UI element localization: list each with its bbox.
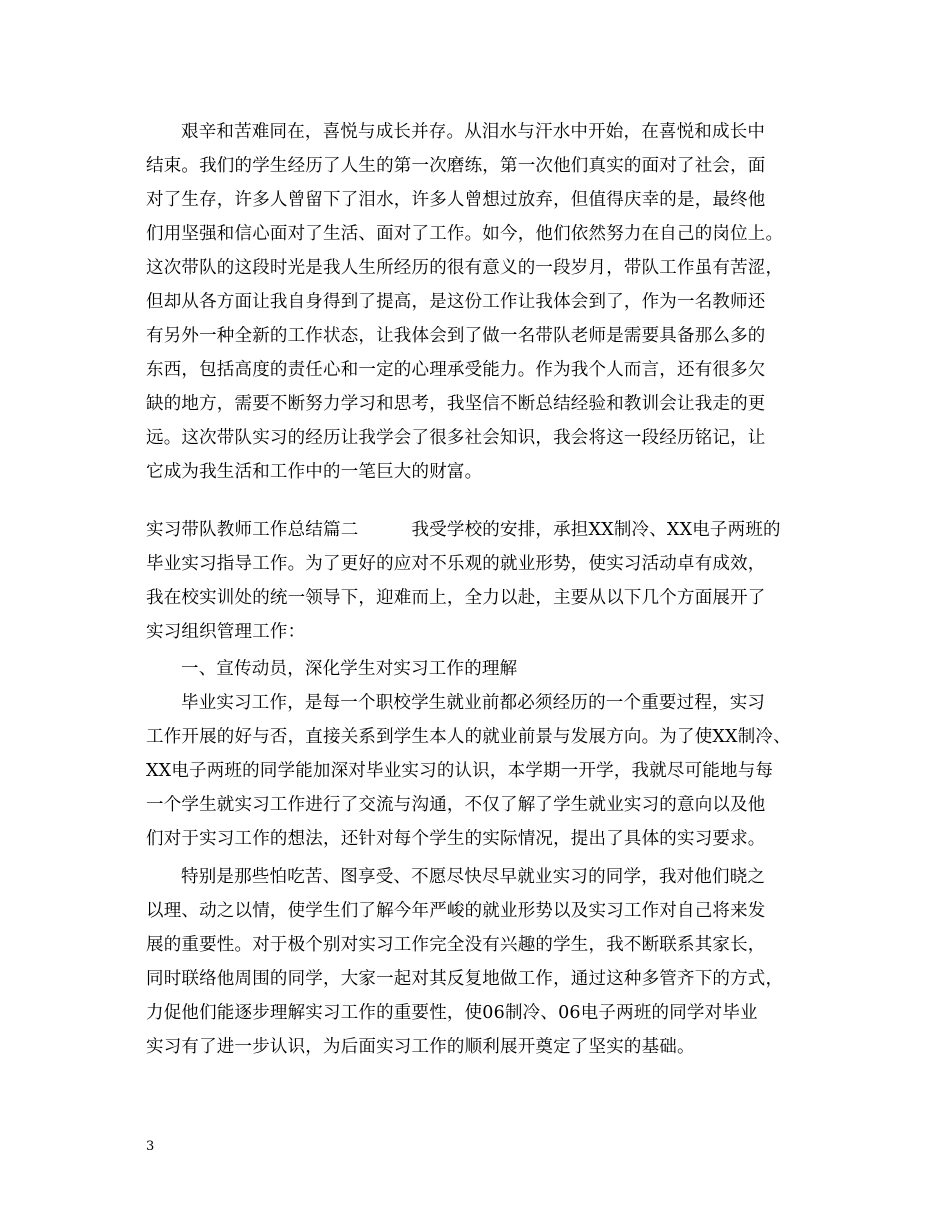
- text-line: 对了生存，许多人曾留下了泪水，许多人曾想过放弃，但值得庆幸的是，最终他: [146, 190, 766, 210]
- text-line: 艰辛和苦难同在，喜悦与成长并存。从泪水与汗水中开始，在喜悦和成长中: [181, 122, 766, 142]
- text-line: 同时联络他周围的同学，大家一起对其反复地做工作，通过这种多管齐下的方式，: [146, 969, 784, 989]
- text-line: 毕业实习指导工作。为了更好的应对不乐观的就业形势，使实习活动卓有成效，: [146, 554, 766, 574]
- page-number: 3: [146, 1139, 155, 1154]
- text-line: 有另外一种全新的工作状态，让我体会到了做一名带队老师是需要具备那么多的: [146, 326, 766, 346]
- section-heading-line: 实习带队教师工作总结篇二 我受学校的安排，承担XX制冷、XX电子两班的: [146, 520, 781, 540]
- text-line: 缺的地方，需要不断努力学习和思考，我坚信不断总结经验和教训会让我走的更: [146, 394, 766, 414]
- text-line: 工作开展的好与否，直接关系到学生本人的就业前景与发展方向。为了使XX制冷、: [146, 727, 791, 747]
- text-line: 特别是那些怕吃苦、图享受、不愿尽快尽早就业实习的同学，我对他们晓之: [181, 867, 766, 887]
- text-line: 毕业实习工作，是每一个职校学生就业前都必须经历的一个重要过程，实习: [181, 693, 766, 713]
- text-line: 实习组织管理工作：: [146, 622, 306, 642]
- subheading-line: 一、宣传动员，深化学生对实习工作的理解: [181, 659, 518, 679]
- text-line: 力促他们能逐步理解实习工作的重要性，使06制冷、06电子两班的同学对毕业: [146, 1003, 758, 1023]
- text-line: 远。这次带队实习的经历让我学会了很多社会知识，我会将这一段经历铭记，让: [146, 428, 766, 448]
- text-line: 们对于实习工作的想法，还针对每个学生的实际情况，提出了具体的实习要求。: [146, 829, 766, 849]
- text-line: 但却从各方面让我自身得到了提高，是这份工作让我体会到了，作为一名教师还: [146, 292, 766, 312]
- text-line: 实习有了进一步认识，为后面实习工作的顺利展开奠定了坚实的基础。: [146, 1037, 695, 1057]
- text-line: 东西，包括高度的责任心和一定的心理承受能力。作为我个人而言，还有很多欠: [146, 360, 766, 380]
- text-line: 一个学生就实习工作进行了交流与沟通，不仅了解了学生就业实习的意向以及他: [146, 795, 766, 815]
- text-line: 我在校实训处的统一领导下，迎难而上，全力以赴，主要从以下几个方面展开了: [146, 588, 766, 608]
- text-line: 这次带队的这段时光是我人生所经历的很有意义的一段岁月，带队工作虽有苦涩，: [146, 258, 784, 278]
- text-line: 们用坚强和信心面对了生活、面对了工作。如今，他们依然努力在自己的岗位上。: [146, 224, 784, 244]
- text-line: 它成为我生活和工作中的一笔巨大的财富。: [146, 462, 483, 482]
- text-line: 结束。我们的学生经历了人生的第一次磨练，第一次他们真实的面对了社会，面: [146, 156, 766, 176]
- text-line: 以理、动之以情，使学生们了解今年严峻的就业形势以及实习工作对自己将来发: [146, 901, 766, 921]
- text-line: 展的重要性。对于极个别对实习工作完全没有兴趣的学生，我不断联系其家长，: [146, 935, 766, 955]
- text-line: XX电子两班的同学能加深对毕业实习的认识，本学期一开学，我就尽可能地与每: [146, 761, 774, 781]
